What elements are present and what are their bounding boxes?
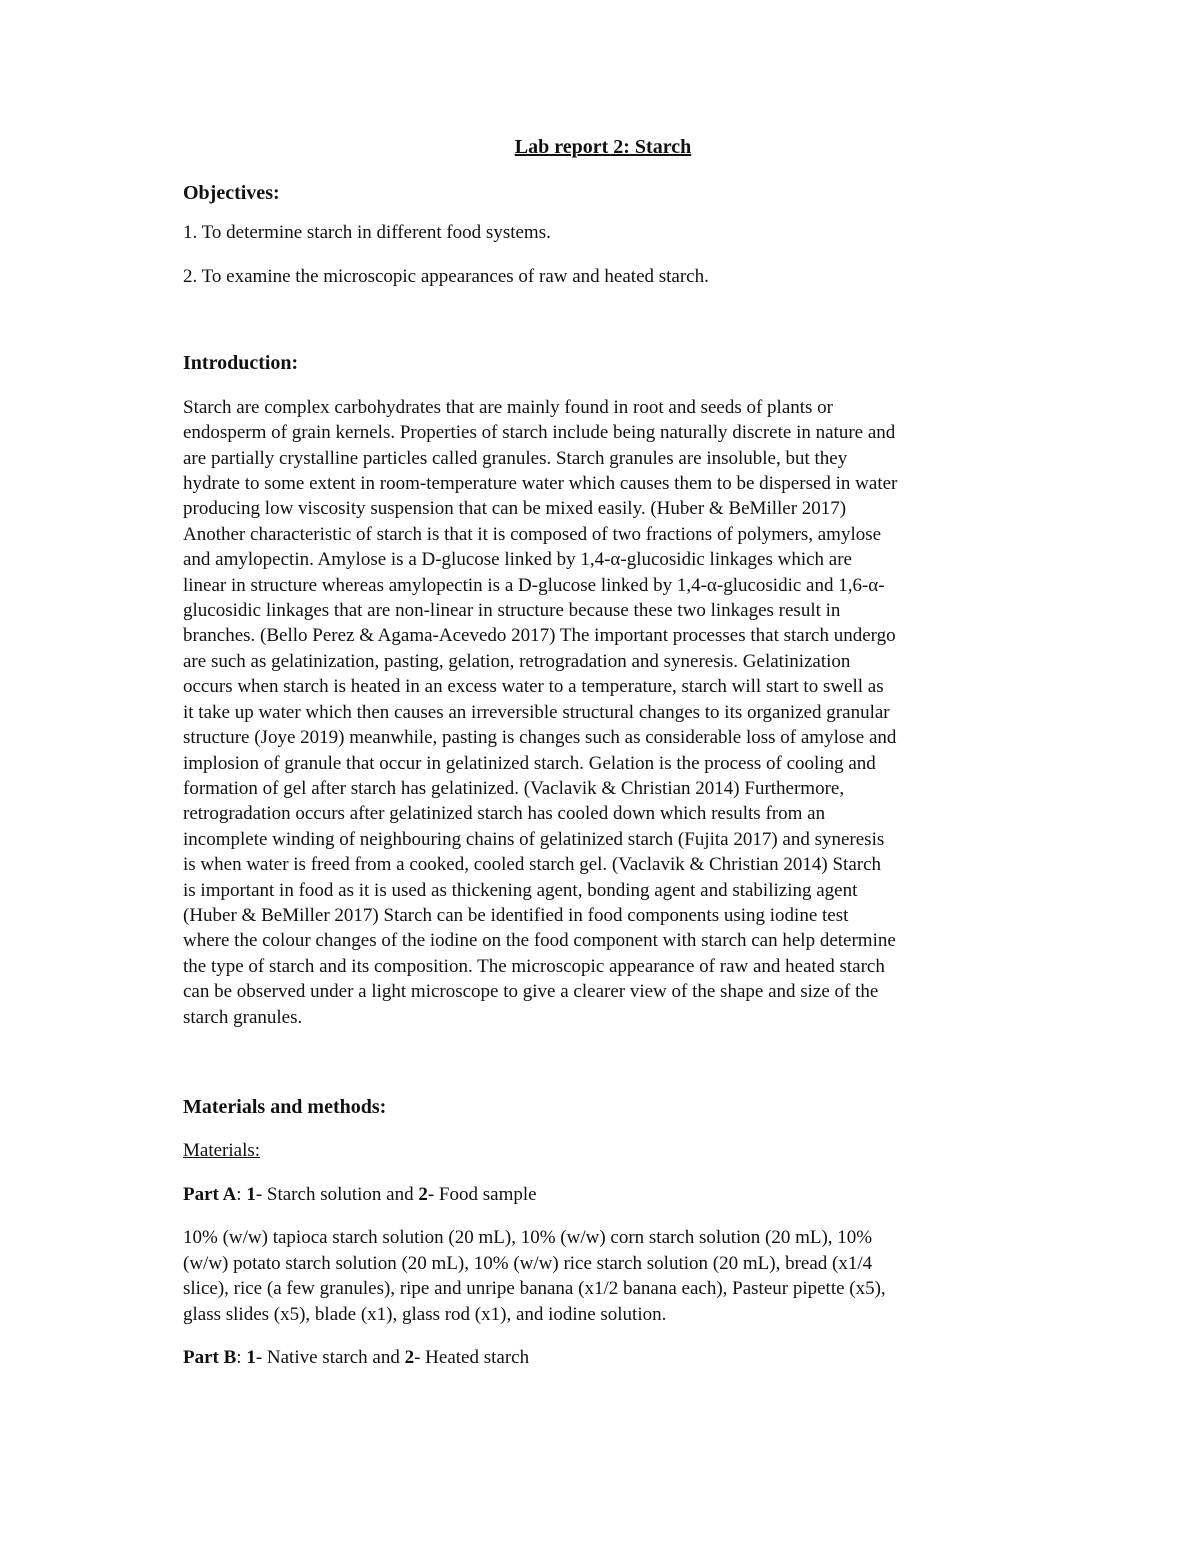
introduction-heading: Introduction: xyxy=(183,351,299,374)
intro-line: endosperm of grain kernels. Properties of starch include being naturally discrete in nature and xyxy=(183,422,896,444)
part-a-materials-paragraph xyxy=(183,1225,1023,1327)
intro-line: and amylopectin. Amylose is a D-glucose linked by 1,4-α-glucosidic linkages which are xyxy=(183,549,852,571)
intro-line: implosion of granule that occur in gelatinized starch. Gelation is the process of cooling and xyxy=(183,752,876,774)
intro-line: producing low viscosity suspension that can be mixed easily. (Huber & BeMiller 2017) xyxy=(183,498,847,520)
intro-line: can be observed under a light microscope to give a clearer view of the shape and size of the xyxy=(183,981,879,1003)
part-b-sep: : xyxy=(236,1347,247,1368)
intro-line: Another characteristic of starch is that it is composed of two fractions of polymers, amylose xyxy=(183,523,882,545)
intro-line: where the colour changes of the iodine on the food component with starch can help determine xyxy=(183,930,896,952)
part-a-text-1: - Starch solution and xyxy=(255,1183,419,1205)
intro-line: starch granules. xyxy=(183,1006,303,1028)
objective-item: 1. To determine starch in different food systems. xyxy=(183,222,551,243)
objective-item: 2. To examine the microscopic appearances of raw and heated starch. xyxy=(183,266,709,288)
intro-line: structure (Joye 2019) meanwhile, pasting is changes such as considerable loss of amylose and xyxy=(183,727,897,749)
part-b-text-1: - Native starch and xyxy=(255,1347,405,1368)
part-b-label: Part B xyxy=(183,1347,237,1368)
intro-line: formation of gel after starch has gelatinized. (Vaclavik & Christian 2014) Furthermore, xyxy=(183,777,845,799)
page-title: Lab report 2: Starch xyxy=(514,136,692,158)
intro-line: retrogradation occurs after gelatinized starch has cooled down which results from an xyxy=(183,803,826,825)
intro-line: (Huber & BeMiller 2017) Starch can be identified in food components using iodine test xyxy=(183,904,849,926)
intro-line: occurs when starch is heated in an excess water to a temperature, starch will start to swell as xyxy=(183,676,884,698)
materials-methods-heading: Materials and methods: xyxy=(183,1095,387,1118)
intro-line: is important in food as it is used as thickening agent, bonding agent and stabilizing agent xyxy=(183,879,858,901)
intro-line: glucosidic linkages that are non-linear in structure because these two linkages result in xyxy=(183,600,841,622)
materials-line: slice), rice (a few granules), ripe and unripe banana (x1/2 banana each), Pasteur pipette (x5), xyxy=(183,1278,886,1300)
introduction-paragraph xyxy=(183,395,1023,1030)
part-a-text-2: - Food sample xyxy=(427,1183,537,1205)
materials-line: 10% (w/w) tapioca starch solution (20 mL), 10% (w/w) corn starch solution (20 mL), 10% xyxy=(183,1227,873,1249)
intro-line: are partially crystalline particles called granules. Starch granules are insoluble, but they xyxy=(183,447,848,469)
document-page xyxy=(183,128,1023,1370)
intro-line: branches. (Bello Perez & Agama-Acevedo 2017) The important processes that starch undergo xyxy=(183,625,896,647)
part-a-num-2: 2 xyxy=(418,1183,428,1205)
part-a-sep: : xyxy=(236,1183,247,1205)
intro-line: is when water is freed from a cooked, cooled starch gel. (Vaclavik & Christian 2014) Starch xyxy=(183,854,882,876)
intro-line: it take up water which then causes an irreversible structural changes to its organized granular xyxy=(183,701,890,723)
materials-line: glass slides (x5), blade (x1), glass rod (x1), and iodine solution. xyxy=(183,1303,667,1325)
materials-subheading: Materials: xyxy=(183,1139,261,1161)
intro-line: hydrate to some extent in room-temperature water which causes them to be dispersed in water xyxy=(183,473,898,495)
part-b-num-2: 2 xyxy=(404,1347,415,1368)
intro-line: incomplete winding of neighbouring chains of gelatinized starch (Fujita 2017) and syneresis xyxy=(183,828,885,850)
part-b-line xyxy=(183,1345,1023,1370)
part-a-line xyxy=(183,1182,1023,1207)
part-a-num-1: 1 xyxy=(246,1183,256,1205)
part-b-num-1: 1 xyxy=(246,1347,256,1368)
intro-line: Starch are complex carbohydrates that are mainly found in root and seeds of plants or xyxy=(183,396,834,418)
materials-line: (w/w) potato starch solution (20 mL), 10% (w/w) rice starch solution (20 mL), bread (x1/4 xyxy=(183,1252,873,1274)
part-b-text-2: - Heated starch xyxy=(414,1347,530,1368)
intro-line: are such as gelatinization, pasting, gelation, retrogradation and syneresis. Gelatinization xyxy=(183,650,851,672)
objectives-heading: Objectives: xyxy=(183,182,280,204)
intro-line: the type of starch and its composition. The microscopic appearance of raw and heated starch xyxy=(183,955,885,977)
intro-line: linear in structure whereas amylopectin is a D-glucose linked by 1,4-α-glucosidic and 1,6-α- xyxy=(183,574,885,596)
part-a-label: Part A xyxy=(183,1183,237,1205)
